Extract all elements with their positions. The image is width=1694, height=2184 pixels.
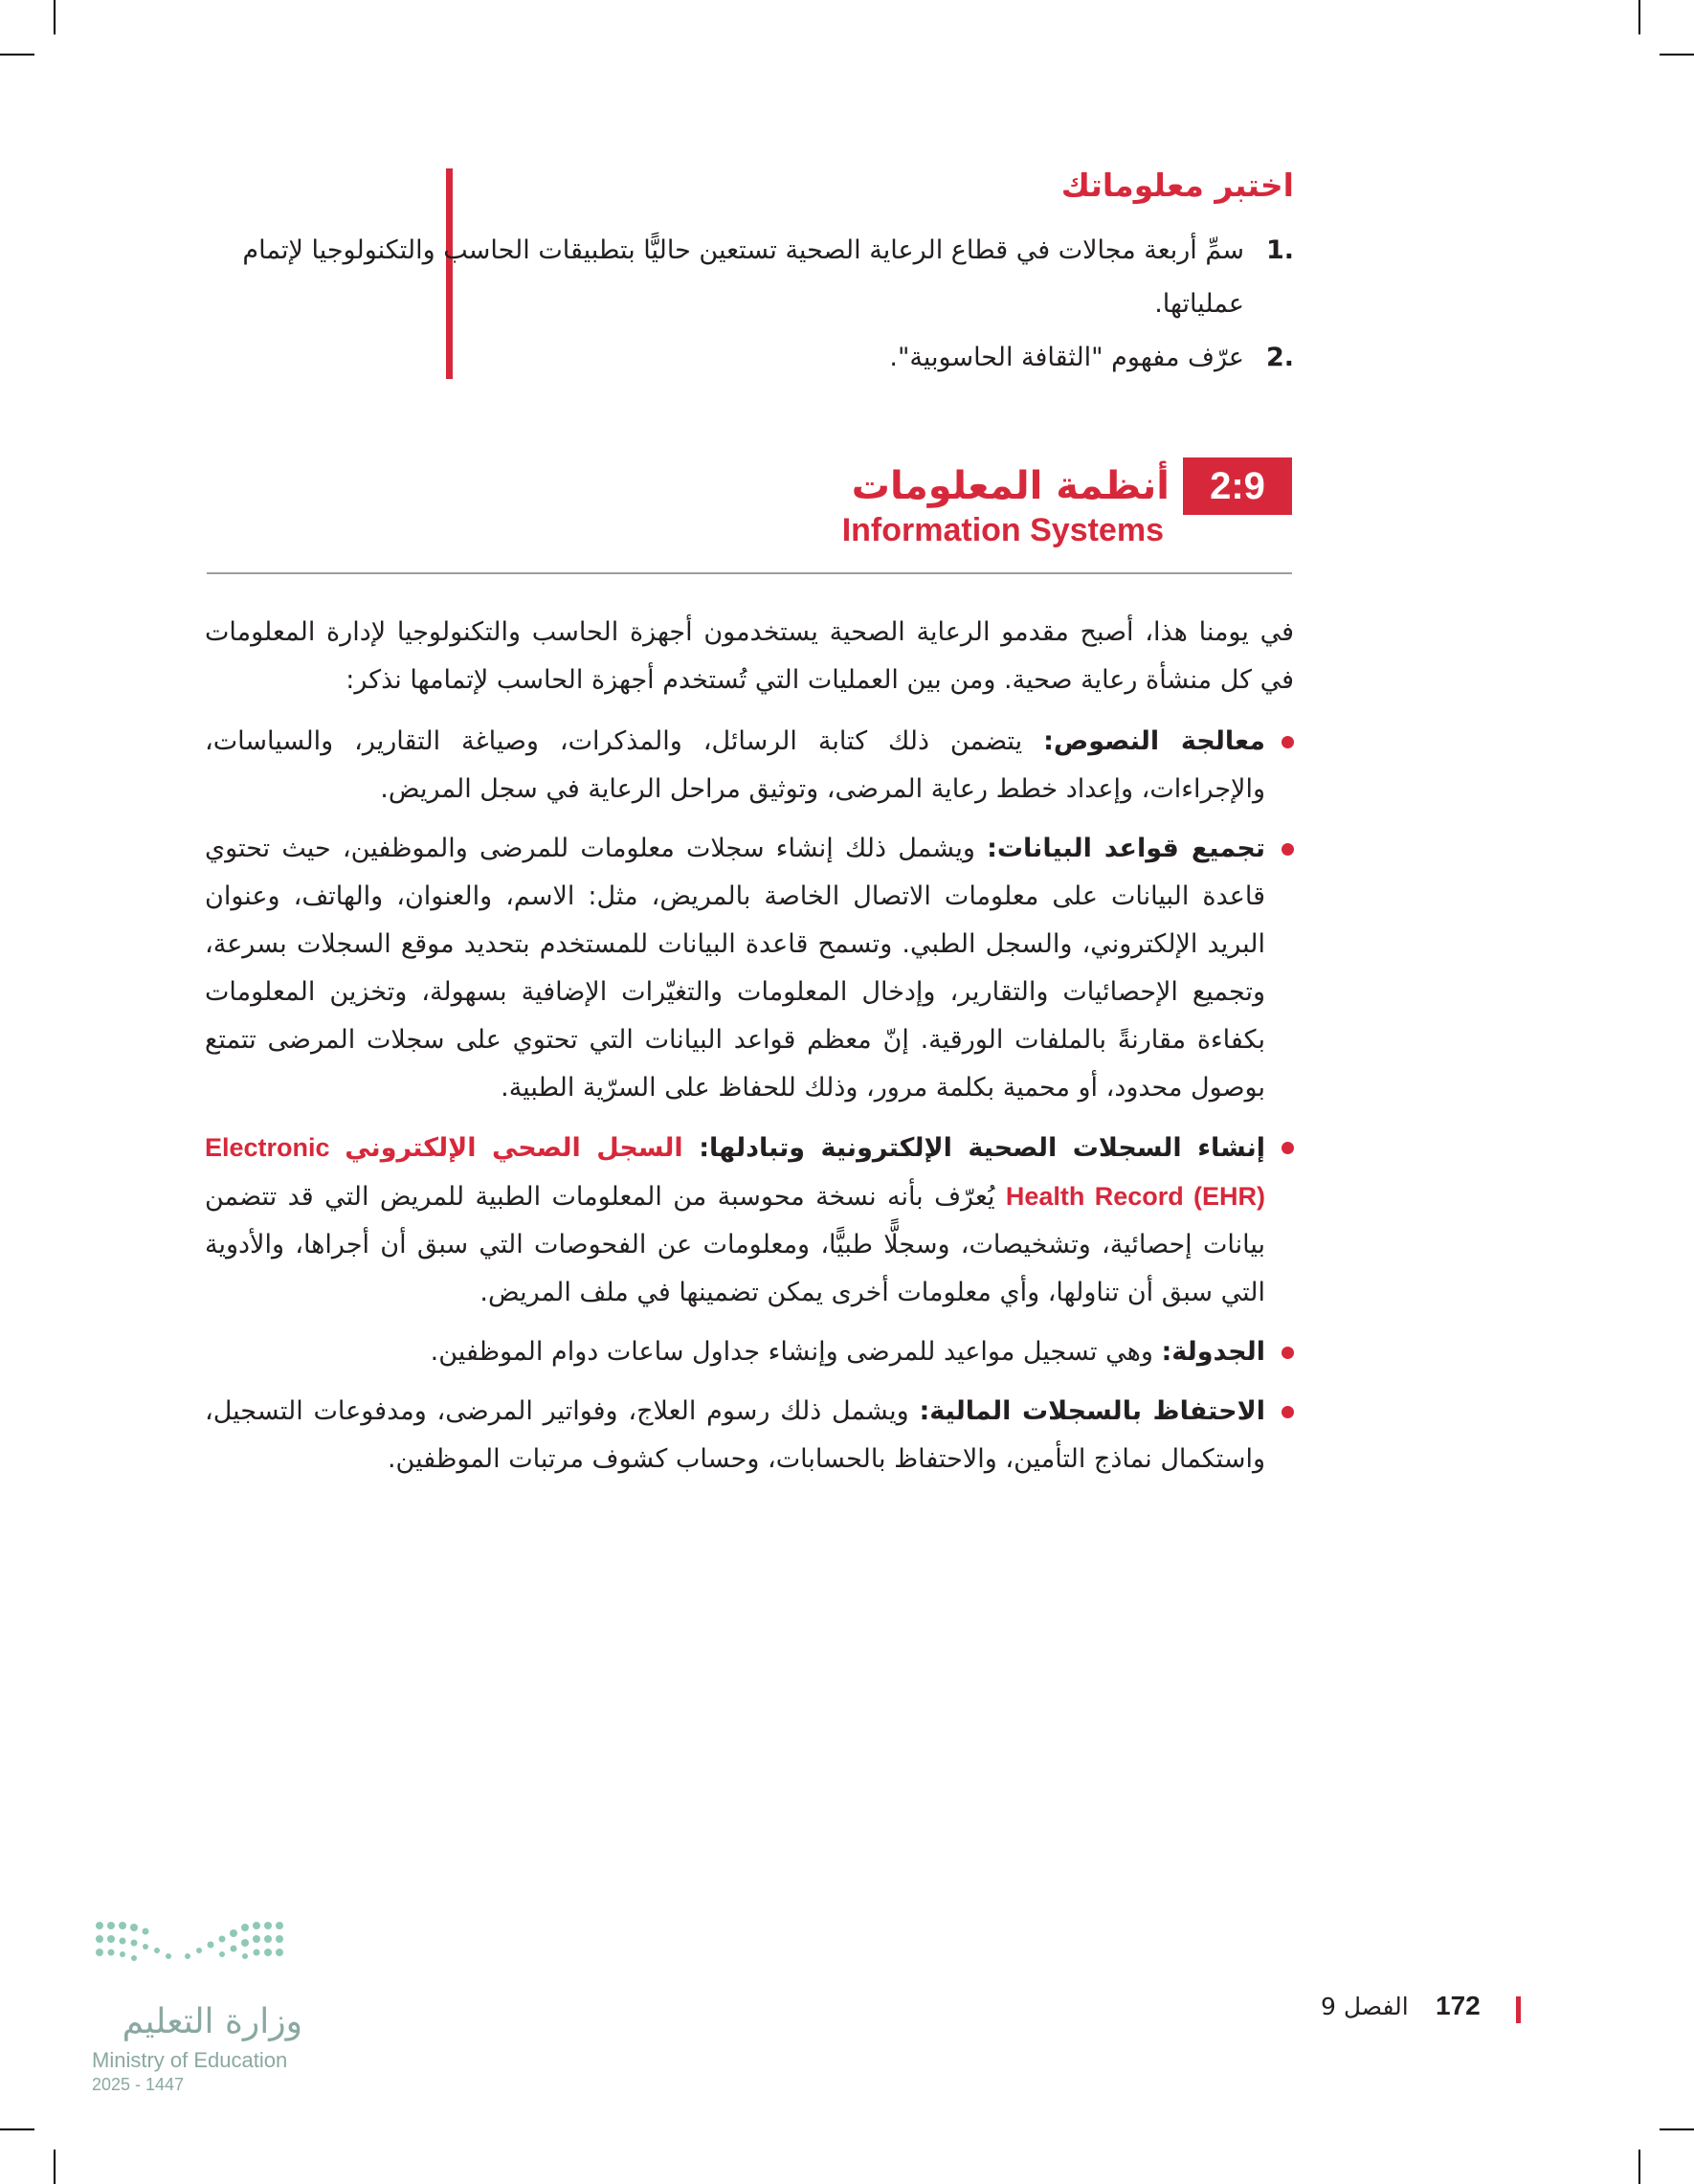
- crop-mark: [54, 0, 56, 34]
- review-item: [230, 224, 1294, 331]
- list-item-text: ويشمل ذلك إنشاء سجلات معلومات للمرضى والموظفين، حيث تحتوي قاعدة البيانات على معلومات الاتصال الخاصة بالمريض، مثل: الاسم، والعنوان، والهاتف، وعنوان البريد الإلكتروني، والسجل الطبي. وتسمح قاعدة البيانات للمستخدم بتحديد موقع السجلات بسرعة، وتجميع الإحصائيات والتقارير، وإدخال المعلومات والتغيّرات الإضافية بسهولة، وتخزين المعلومات بكفاءة مقارنةً بالملفات الورقية. إنّ معظم قواعد البيانات التي تحتوي على سجلات المرضى تتمتع بوصول محدود، أو محمية بكلمة مرور، وذلك للحفاظ على السرّية الطبية.: [205, 834, 1265, 1103]
- footer-accent-bar: [1516, 1996, 1521, 2023]
- section-number-badge: 2:9: [1183, 457, 1292, 515]
- list-item-term: إنشاء السجلات الصحية الإلكترونية وتبادلها:: [699, 1133, 1265, 1163]
- intro-paragraph: في يومنا هذا، أصبح مقدمو الرعاية الصحية يستخدمون أجهزة الحاسب والتكنولوجيا لإدارة المعلومات في كل منشأة رعاية صحية. ومن بين العمليات التي تُستخدم أجهزة الحاسب لإتمامها نذكر:: [205, 617, 1294, 695]
- review-title: اختبر معلوماتك: [1060, 167, 1294, 204]
- list-item-text: يُعرّف بأنه نسخة محوسبة من المعلومات الطبية للمريض التي قد تتضمن بيانات إحصائية، وتشخيصات، وسجلًّا طبيًّا، ومعلومات عن الفحوصات التي سبق أن أجراها، والأدوية التي سبق أن تناولها، وأي معلومات أخرى يمكن تضمينها في ملف المريض.: [205, 1182, 1265, 1307]
- crop-mark: [1638, 0, 1640, 34]
- list-item-text: يتضمن ذلك كتابة الرسائل، والمذكرات، وصياغة التقارير، والسياسات، والإجراءات، وإعداد خطط رعاية المرضى، وتوثيق مراحل الرعاية في سجل المريض.: [205, 726, 1265, 804]
- crop-mark: [0, 54, 34, 56]
- review-item-text: سمِّ أربعة مجالات في قطاع الرعاية الصحية تستعين حاليًّا بتطبيقات الحاسب والتكنولوجيا لإتمام عملياتها.: [242, 235, 1244, 319]
- crop-mark: [1660, 54, 1694, 56]
- list-item-text: ويشمل ذلك رسوم العلاج، وفواتير المرضى، ومدفوعات التسجيل، واستكمال نماذج التأمين، والاحتفاظ بالحسابات، وحساب كشوف مرتبات الموظفين.: [205, 1396, 1265, 1474]
- logo-english-text: Ministry of Education: [92, 2048, 288, 2072]
- uses-list: [205, 718, 1294, 1483]
- ehr-term-arabic: السجل الصحي الإلكتروني: [345, 1133, 700, 1163]
- review-item-number: .2: [1265, 343, 1294, 372]
- logo-arabic-text: وزارة التعليم: [122, 2002, 302, 2041]
- list-item-term: الجدولة:: [1161, 1337, 1265, 1367]
- crop-mark: [0, 2128, 34, 2130]
- ministry-logo-icon: [92, 1914, 312, 1991]
- review-box: [230, 163, 1294, 385]
- list-item: [205, 825, 1294, 1112]
- list-item: [205, 1328, 1294, 1376]
- bullet-dot-icon: [1282, 736, 1294, 748]
- list-item: [205, 718, 1294, 813]
- chapter-label: الفصل 9: [1321, 1993, 1409, 2020]
- review-item-number: .1: [1265, 235, 1294, 265]
- bullet-dot-icon: [1282, 1347, 1294, 1359]
- section-divider: [207, 572, 1292, 574]
- ehr-term-english: Electronic Health Record (EHR): [205, 1133, 1266, 1211]
- review-list: [230, 224, 1294, 385]
- crop-mark: [1660, 2128, 1694, 2130]
- list-item: [205, 1388, 1294, 1483]
- bullet-dot-icon: [1282, 843, 1294, 856]
- list-item-text: وهي تسجيل مواعيد للمرضى وإنشاء جداول ساعات دوام الموظفين.: [430, 1337, 1162, 1367]
- bullet-dot-icon: [1282, 1406, 1294, 1418]
- section-title-english: Information Systems: [841, 512, 1164, 548]
- crop-mark: [54, 2150, 56, 2184]
- bullet-dot-icon: [1282, 1142, 1294, 1154]
- list-item: [205, 1124, 1294, 1317]
- crop-mark: [1638, 2150, 1640, 2184]
- logo-year-text: 2025 - 1447: [92, 2075, 185, 2094]
- section-title-arabic: أنظمة المعلومات: [851, 464, 1170, 508]
- list-item-term: معالجة النصوص:: [1043, 726, 1265, 756]
- list-item-term: تجميع قواعد البيانات:: [987, 834, 1265, 863]
- section-body: [205, 609, 1294, 1495]
- review-item-text: عرّف مفهوم "الثقافة الحاسوبية".: [889, 343, 1244, 372]
- list-item-term: الاحتفاظ بالسجلات المالية:: [919, 1396, 1266, 1426]
- page-number: 172: [1436, 1991, 1481, 2020]
- review-item: [230, 331, 1294, 385]
